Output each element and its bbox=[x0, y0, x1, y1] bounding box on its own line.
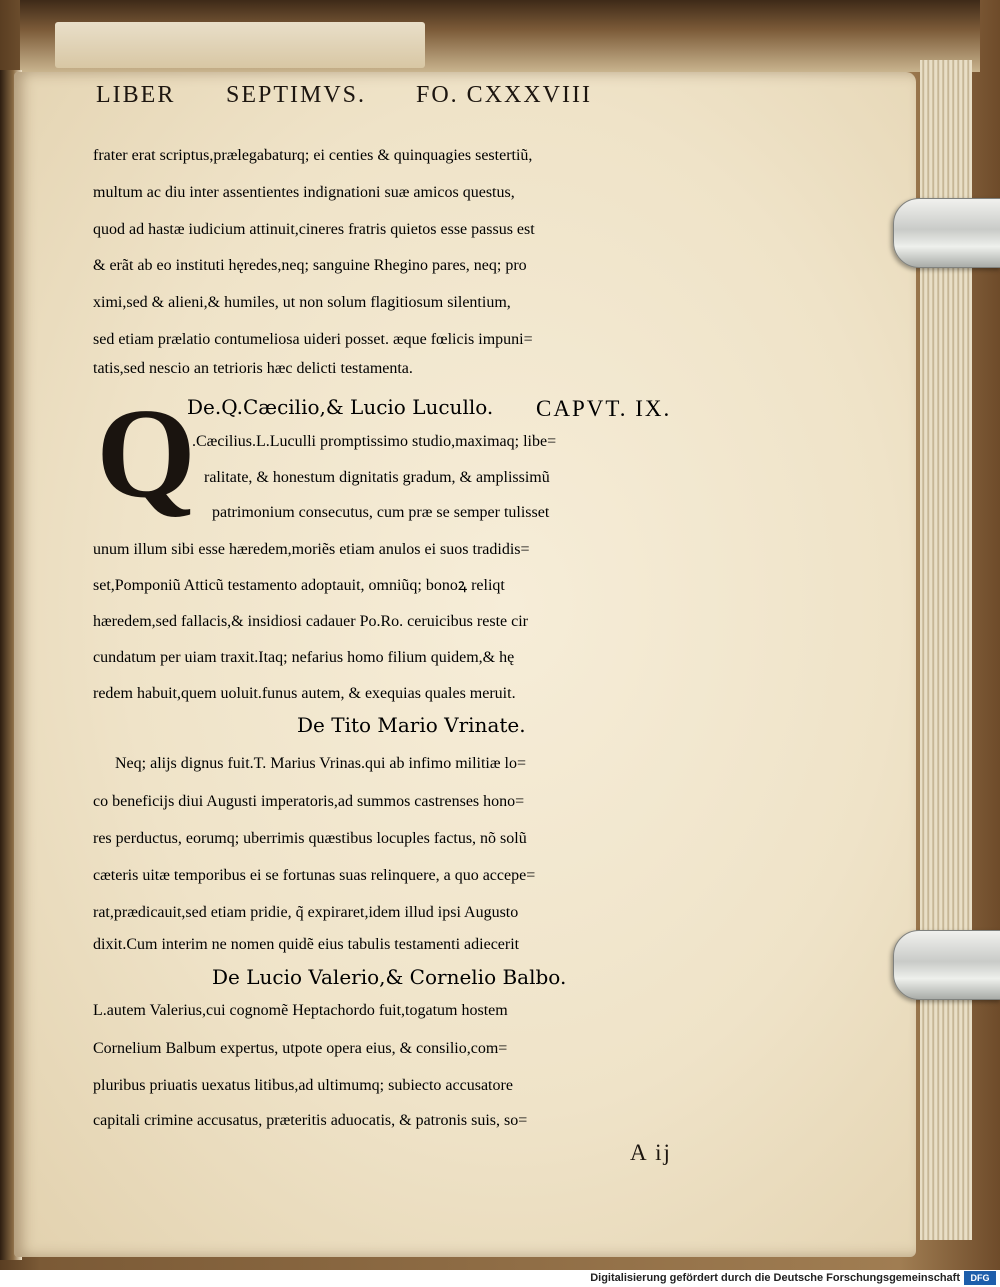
text-line: cundatum per uiam traxit.Itaq; nefarius homo filium quidem,& hę bbox=[93, 649, 515, 666]
text-line: frater erat scriptus,prælegabaturq; ei centies & quinquagies sestertiũ, bbox=[93, 147, 533, 164]
text-line: ralitate, & honestum dignitatis gradum, & amplissimũ bbox=[204, 469, 550, 486]
text-line: unum illum sibi esse hæredem,moriẽs etiam anulos ei suos tradidis= bbox=[93, 541, 530, 558]
running-head-middle: SEPTIMVS. bbox=[226, 82, 367, 108]
running-head-left: LIBER bbox=[96, 82, 176, 108]
text-line: multum ac diu inter assentientes indignationi suæ amicos questus, bbox=[93, 184, 515, 201]
chapter-title: De.Q.Cæcilio,& Lucio Lucullo. bbox=[187, 395, 494, 419]
page-clip-top bbox=[893, 198, 1000, 268]
folio-number: FO. CXXXVIII bbox=[416, 82, 592, 108]
text-line: hæredem,sed fallacis,& insidiosi cadauer Po.Ro. ceruicibus reste cir bbox=[93, 613, 528, 630]
text-line: & erãt ab eo instituti hęredes,neq; sanguine Rhegino pares, neq; pro bbox=[93, 257, 527, 274]
page-clip-bottom bbox=[893, 930, 1000, 1000]
decorated-initial: Q bbox=[96, 382, 196, 524]
signature-mark: A ij bbox=[630, 1140, 672, 1165]
text-line: .Cæcilius.L.Luculli promptissimo studio,maximaq; libe= bbox=[192, 433, 557, 450]
text-line: L.autem Valerius,cui cognomẽ Heptachordo fuit,togatum hostem bbox=[93, 1002, 508, 1019]
text-line: res perductus, eorumq; uberrimis quæstibus locuples factus, nõ solũ bbox=[93, 830, 527, 847]
dfg-logo: DFG bbox=[964, 1271, 996, 1285]
text-line: co beneficijs diui Augusti imperatoris,ad summos castrenses hono= bbox=[93, 793, 525, 810]
chapter-number: CAPVT. IX. bbox=[536, 396, 672, 421]
text-line: cæteris uitæ temporibus ei se fortunas suas relinquere, a quo accepe= bbox=[93, 867, 536, 884]
text-line: quod ad hastæ iudicium attinuit,cineres fratris quietos esse passus est bbox=[93, 221, 535, 238]
text-line: sed etiam prælatio contumeliosa uideri posset. æque fœlicis impuni= bbox=[93, 331, 533, 348]
text-line: dixit.Cum interim ne nomen quidẽ eius tabulis testamenti adiecerit bbox=[93, 936, 520, 953]
text-line: tatis,sed nescio an tetrioris hæc delicti testamenta. bbox=[93, 360, 413, 377]
text-line: rat,prædicauit,sed etiam pridie, q̃ expiraret,idem illud ipsi Augusto bbox=[93, 904, 519, 921]
section-heading: De Tito Mario Vrinate. bbox=[297, 713, 526, 737]
paper-strip bbox=[55, 22, 425, 68]
text-line: Cornelium Balbum expertus, utpote opera eius, & consilio,com= bbox=[93, 1040, 508, 1057]
text-line: redem habuit,quem uoluit.funus autem, & exequias quales meruit. bbox=[93, 685, 516, 702]
section-heading: De Lucio Valerio,& Cornelio Balbo. bbox=[212, 965, 567, 989]
funding-credit: Digitalisierung gefördert durch die Deutsche Forschungsgemeinschaft bbox=[590, 1272, 960, 1284]
text-line: ximi,sed & alieni,& humiles, ut non solum flagitiosum silentium, bbox=[93, 294, 511, 311]
text-line: capitali crimine accusatus, præteritis aduocatis, & patronis suis, so= bbox=[93, 1112, 528, 1129]
text-line: patrimonium consecutus, cum præ se semper tulisset bbox=[212, 504, 550, 521]
text-line: Neq; alijs dignus fuit.T. Marius Vrinas.qui ab infimo militiæ lo= bbox=[115, 755, 526, 772]
text-line: set,Pomponiũ Atticũ testamento adoptauit, omniũq; bonoꝝ reliqt bbox=[93, 577, 505, 594]
text-line: pluribus priuatis uexatus litibus,ad ultimumq; subiecto accusatore bbox=[93, 1077, 513, 1094]
